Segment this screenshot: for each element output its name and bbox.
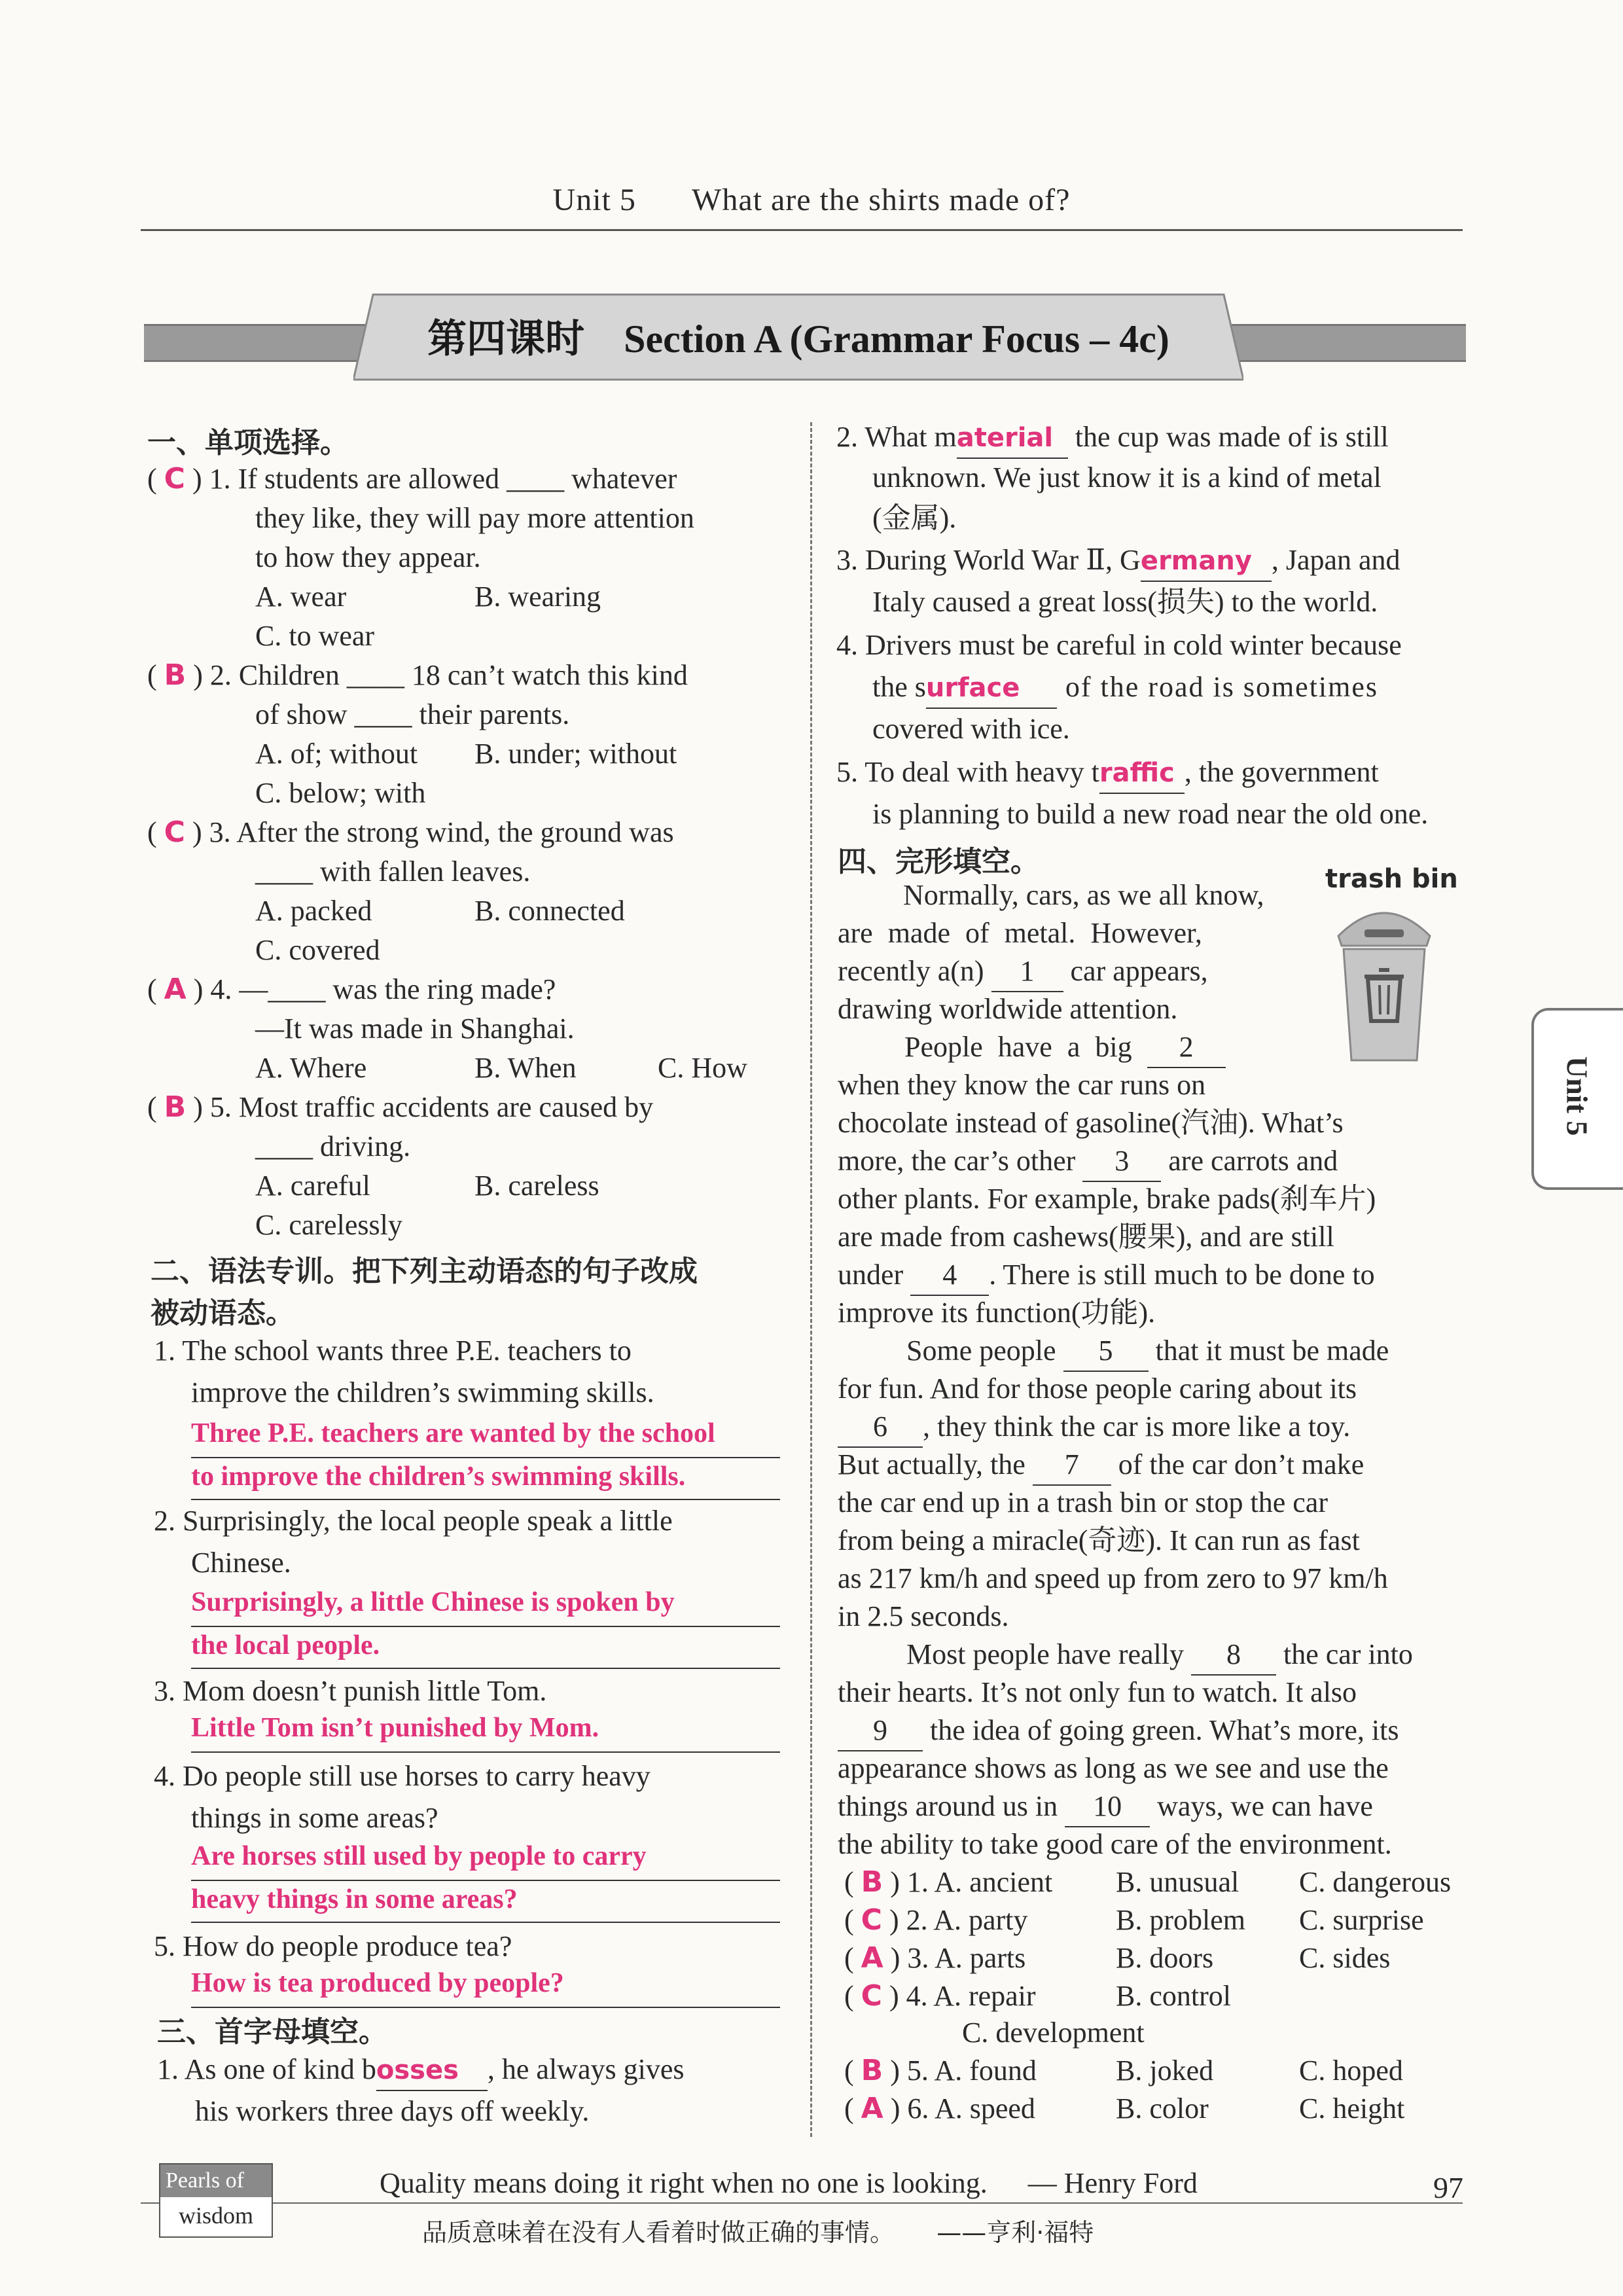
answer-line: to improve the children’s swimming skills.	[191, 1462, 686, 1492]
cloze-blank: 5	[1063, 1331, 1149, 1372]
cloze-answer: C	[861, 1903, 882, 1937]
answer-rule	[191, 1751, 780, 1753]
passage-text: recently a(n)	[838, 955, 984, 987]
answer-rule	[191, 1668, 780, 1669]
passage-line: as 217 km/h and speed up from zero to 97 km/h	[838, 1562, 1388, 1594]
option: B. color	[1116, 2092, 1209, 2125]
item-num: 4.	[154, 1760, 175, 1792]
mc-text: Children ____ 18 can’t watch this kind	[238, 659, 688, 691]
passage-text: that it must be made	[1155, 1335, 1389, 1367]
cloze-blank: 8	[1191, 1635, 1276, 1676]
item-num: 4.	[836, 629, 858, 661]
cloze-blank: 10	[1065, 1787, 1150, 1827]
fill-answer: ermany	[1141, 541, 1272, 582]
section-title: Section A (Grammar Focus – 4c)	[624, 317, 1169, 361]
answer-line: Are horses still used by people to carry	[191, 1841, 647, 1871]
mc-question-3: ( C ) 3. After the strong wind, the ground was	[147, 816, 674, 849]
item-text-line	[872, 668, 1378, 709]
passage-line: are made from cashews(腰果), and are still	[838, 1221, 1334, 1253]
passage-text: are carrots and	[1168, 1145, 1338, 1177]
row-num: 1.	[906, 1866, 929, 1898]
fill-answer: raffic	[1099, 753, 1185, 794]
mc-option: B. careless	[474, 1170, 599, 1202]
part2-heading: 二、语法专训。把下列主动语态的句子改成	[151, 1255, 698, 1288]
option: A. party	[933, 1904, 1028, 1936]
mc-num: 3.	[209, 816, 231, 848]
answer-line: heavy things in some areas?	[191, 1884, 518, 1914]
item-num: 5.	[836, 756, 858, 788]
passage-line: are made of metal. However,	[838, 917, 1202, 949]
p3-item-5	[836, 753, 1379, 794]
item-text: (金属).	[872, 502, 957, 534]
cloze-blank: 6	[838, 1407, 923, 1448]
page-header	[0, 182, 1623, 218]
cloze-answer-row: ( B ) 5. A. found	[844, 2054, 1037, 2087]
quote-en	[380, 2166, 1198, 2200]
mc-option: A. packed	[255, 895, 372, 927]
wisdom-label: wisdom	[178, 2202, 253, 2229]
item-num: 2.	[154, 1505, 175, 1537]
mc-option: C. covered	[255, 934, 380, 966]
page-number: 97	[1433, 2171, 1463, 2204]
answer-line: Surprisingly, a little Chinese is spoken by	[191, 1587, 675, 1617]
row-num: 5.	[906, 2054, 929, 2087]
passage-line: the car end up in a trash bin or stop the car	[838, 1486, 1328, 1518]
passage-text: under	[838, 1259, 904, 1291]
passage-line: when they know the car runs on	[838, 1069, 1206, 1101]
item-text: his workers three days off weekly.	[195, 2095, 590, 2127]
mc-answer-2: B	[164, 658, 187, 692]
passage-line-wrap	[838, 1711, 1399, 1751]
cloze-blank: 3	[1082, 1141, 1161, 1182]
unit-title: What are the shirts made of?	[692, 183, 1071, 217]
cloze-blank: 7	[1033, 1445, 1111, 1486]
cloze-answer-row: ( C ) 2. A. party	[844, 1903, 1028, 1937]
item-text: the cup was made of is still	[1075, 421, 1389, 453]
mc-option: A. wear	[255, 581, 347, 613]
option: B. control	[1116, 1980, 1231, 2012]
p2-item-1	[154, 1331, 632, 1371]
side-tab-text: Unit 5	[1560, 1056, 1594, 1136]
answer-rule	[191, 1457, 780, 1458]
trash-bin-icon	[1319, 897, 1450, 1067]
passage-line-wrap	[904, 1028, 1226, 1068]
mc-num: 5.	[209, 1091, 232, 1123]
row-num: 3.	[907, 1942, 929, 1974]
quote-cn	[422, 2212, 1094, 2248]
option: A. repair	[933, 1980, 1036, 2012]
pearls-box	[159, 2163, 273, 2238]
item-text: Italy caused a great loss(损失) to the world.	[872, 586, 1378, 618]
answer-line: Little Tom isn’t punished by Mom.	[191, 1713, 599, 1743]
item-text: Drivers must be careful in cold winter because	[865, 629, 1402, 661]
passage-text: things around us in	[838, 1790, 1058, 1822]
mc-text: —____ was the ring made?	[239, 973, 556, 1005]
lesson-number: 第四课时	[427, 316, 585, 362]
mc-text: —It was made in Shanghai.	[255, 1013, 575, 1045]
p2-item-5	[154, 1927, 512, 1966]
passage-line-wrap	[838, 1407, 1350, 1448]
item-text: The school wants three P.E. teachers to	[182, 1335, 632, 1367]
quote-author: — Henry Ford	[1027, 2167, 1198, 2199]
item-num: 1.	[154, 1335, 175, 1367]
unit-label: Unit 5	[552, 183, 636, 217]
fill-answer: osses	[376, 2051, 488, 2091]
item-text: improve the children’s swimming skills.	[191, 1376, 654, 1408]
banner-bar-left	[144, 324, 366, 362]
trash-bin-label: trash bin	[1325, 864, 1458, 894]
mc-option: C. below; with	[255, 777, 426, 809]
option: C. sides	[1299, 1942, 1391, 1974]
item-text: Chinese.	[191, 1547, 291, 1579]
item-text: the s	[872, 671, 926, 703]
quote-text: Quality means doing it right when no one is looking.	[380, 2167, 988, 2199]
cloze-answer: C	[861, 1979, 882, 2013]
footer-rule	[141, 2202, 1463, 2204]
mc-option: A. careful	[255, 1170, 370, 1202]
mc-question-2: ( B ) 2. Children ____ 18 can’t watch this kind	[147, 658, 688, 692]
row-num: 4.	[906, 1980, 928, 2012]
cloze-answer-row: ( A ) 3. A. parts	[844, 1941, 1026, 1975]
passage-text: ways, we can have	[1157, 1790, 1373, 1822]
mc-option: B. When	[474, 1052, 577, 1084]
lesson-title	[353, 308, 1243, 364]
mc-option: A. of; without	[255, 738, 418, 770]
answer-rule	[191, 1922, 780, 1923]
passage-line: drawing worldwide attention.	[838, 993, 1178, 1025]
fill-answer: aterial	[957, 418, 1068, 459]
mc-option: C. How	[658, 1052, 747, 1084]
mc-question-5: ( B ) 5. Most traffic accidents are caused by	[147, 1090, 654, 1124]
option: B. joked	[1116, 2054, 1214, 2087]
quote-cn-text: 品质意味着在没有人看着时做正确的事情。	[422, 2218, 895, 2247]
p3-item-3	[836, 541, 1400, 582]
passage-text: more, the car’s other	[838, 1145, 1076, 1177]
quote-cn-author: ——亨利·福特	[936, 2218, 1094, 2247]
item-text: of the road is sometimes	[1056, 671, 1379, 703]
part4-heading: 四、完形填空。	[838, 845, 1039, 878]
mc-question-4: ( A ) 4. —____ was the ring made?	[147, 973, 556, 1006]
mc-answer-1: C	[164, 462, 185, 495]
option: B. problem	[1116, 1904, 1245, 1936]
option: B. doors	[1116, 1942, 1214, 1974]
option: C. hoped	[1299, 2054, 1403, 2087]
part1-heading: 一、单项选择。	[147, 426, 349, 459]
option: C. height	[1299, 2092, 1405, 2125]
item-num: 2.	[836, 421, 858, 453]
item-text: During World War Ⅱ, G	[865, 544, 1141, 576]
passage-line: their hearts. It’s not only fun to watch. It also	[838, 1676, 1357, 1708]
mc-text: they like, they will pay more attention	[255, 502, 694, 534]
option: C. development	[962, 2017, 1145, 2049]
unit-side-tab-label	[1531, 1008, 1623, 1185]
passage-line: in 2.5 seconds.	[838, 1600, 1009, 1632]
header-rule	[141, 229, 1463, 231]
option: A. speed	[934, 2092, 1035, 2125]
cloze-answer-row: ( C ) 4. A. repair	[844, 1979, 1036, 2013]
p3-item-2	[836, 418, 1389, 459]
passage-line: improve its function(功能).	[838, 1297, 1156, 1329]
passage-line-wrap	[906, 1331, 1389, 1372]
row-num: 6.	[907, 2092, 929, 2125]
passage-text: Most people have really	[906, 1638, 1184, 1670]
item-text: , the government	[1184, 756, 1379, 788]
p3-item-4	[836, 626, 1402, 665]
mc-option: A. Where	[255, 1052, 367, 1084]
mc-text: If students are allowed ____ whatever	[238, 463, 677, 495]
mc-option: B. wearing	[474, 581, 601, 613]
passage-line: Normally, cars, as we all know,	[903, 879, 1264, 911]
item-text: , he always gives	[487, 2053, 685, 2085]
mc-num: 2.	[209, 659, 232, 691]
passage-line: appearance shows as long as we see and use the	[838, 1752, 1389, 1784]
cloze-answer: B	[861, 2054, 883, 2087]
mc-text: ____ driving.	[255, 1130, 411, 1162]
cloze-blank: 4	[910, 1255, 989, 1296]
passage-line: other plants. For example, brake pads(刹车片)	[838, 1183, 1376, 1215]
passage-text: But actually, the	[838, 1448, 1026, 1480]
mc-text: of show ____ their parents.	[255, 698, 570, 730]
p2-item-3	[154, 1672, 546, 1711]
item-text: Mom doesn’t punish little Tom.	[183, 1675, 547, 1707]
item-num: 3.	[154, 1675, 175, 1707]
item-text: What m	[865, 421, 957, 453]
passage-line-wrap	[838, 1445, 1364, 1486]
item-text: things in some areas?	[191, 1802, 438, 1834]
passage-line-wrap	[906, 1635, 1413, 1676]
cloze-blank: 9	[838, 1711, 923, 1751]
mc-option: C. to wear	[255, 620, 375, 652]
passage-line-wrap	[838, 952, 1208, 992]
passage-line-wrap	[838, 1141, 1338, 1182]
passage-text: car appears,	[1070, 955, 1208, 987]
passage-text: the car into	[1283, 1638, 1413, 1670]
mc-num: 1.	[209, 463, 231, 495]
passage-line: for fun. And for those people caring about its	[838, 1372, 1357, 1405]
item-text: To deal with heavy t	[865, 756, 1099, 788]
item-text: unknown. We just know it is a kind of metal	[872, 461, 1382, 493]
cloze-answer-row: ( A ) 6. A. speed	[844, 2092, 1035, 2125]
mc-answer-4: A	[164, 973, 187, 1006]
cloze-answer: B	[861, 1865, 883, 1899]
mc-text: Most traffic accidents are caused by	[238, 1091, 654, 1123]
fill-answer: urface	[926, 668, 1057, 709]
cloze-answer: A	[861, 1941, 883, 1975]
item-text: , Japan and	[1271, 544, 1400, 576]
answer-rule	[191, 1499, 780, 1500]
item-text: As one of kind b	[184, 2053, 376, 2085]
passage-text: People have a big	[904, 1031, 1132, 1063]
passage-line: from being a miracle(奇迹). It can run as fast	[838, 1524, 1360, 1556]
passage-text: . There is still much to be done to	[989, 1259, 1375, 1291]
item-text: Surprisingly, the local people speak a little	[183, 1505, 673, 1537]
answer-rule	[191, 1626, 780, 1627]
column-divider	[810, 422, 812, 2137]
mc-text: to how they appear.	[255, 541, 481, 573]
mc-answer-5: B	[164, 1090, 187, 1124]
item-num: 5.	[154, 1930, 175, 1962]
mc-answer-3: C	[164, 816, 185, 849]
item-num: 1.	[157, 2053, 179, 2085]
item-text: covered with ice.	[872, 713, 1070, 745]
passage-text: of the car don’t make	[1118, 1448, 1364, 1480]
answer-line: How is tea produced by people?	[191, 1968, 564, 1998]
passage-line: chocolate instead of gasoline(汽油). What’s	[838, 1107, 1344, 1139]
cloze-blank: 1	[991, 952, 1063, 992]
mc-text: After the strong wind, the ground was	[236, 816, 674, 848]
pearls-label: Pearls of	[160, 2164, 272, 2197]
option: B. unusual	[1116, 1866, 1240, 1898]
p2-item-4	[154, 1757, 651, 1796]
mc-text: ____ with fallen leaves.	[255, 855, 531, 888]
mc-option: B. connected	[474, 895, 625, 927]
passage-text: the idea of going green. What’s more, its	[930, 1714, 1399, 1746]
passage-line-wrap	[838, 1255, 1375, 1296]
mc-question-1: ( C ) 1. If students are allowed ____ whatever	[147, 462, 677, 495]
mc-num: 4.	[210, 973, 232, 1005]
passage-text: Some people	[906, 1335, 1056, 1367]
item-text: is planning to build a new road near the old one.	[872, 798, 1429, 830]
answer-line: Three P.E. teachers are wanted by the school	[191, 1418, 715, 1448]
item-text: How do people produce tea?	[183, 1930, 512, 1962]
p3-item-1	[157, 2050, 684, 2091]
option: C. surprise	[1299, 1904, 1424, 1936]
answer-rule	[191, 1880, 780, 1881]
option: A. found	[934, 2054, 1037, 2087]
passage-line: the ability to take good care of the environment.	[838, 1828, 1392, 1860]
mc-option: B. under; without	[474, 738, 677, 770]
banner-bar-right	[1230, 324, 1466, 362]
row-num: 2.	[906, 1904, 928, 1936]
cloze-blank: 2	[1147, 1028, 1226, 1068]
item-text: Do people still use horses to carry heavy	[183, 1760, 651, 1792]
part2-heading-cont: 被动语态。	[151, 1297, 294, 1330]
option: A. ancient	[934, 1866, 1053, 1898]
option: A. parts	[934, 1942, 1026, 1974]
p2-item-2	[154, 1501, 673, 1541]
passage-line-wrap	[838, 1787, 1373, 1827]
answer-line: the local people.	[191, 1630, 380, 1660]
cloze-answer: A	[861, 2092, 883, 2125]
mc-option: C. carelessly	[255, 1209, 402, 1241]
passage-text: , they think the car is more like a toy.	[923, 1410, 1351, 1443]
item-num: 3.	[836, 544, 858, 576]
cloze-answer-row: ( B ) 1. A. ancient	[844, 1865, 1053, 1899]
part3-heading: 三、首字母填空。	[157, 2015, 387, 2049]
option: C. dangerous	[1299, 1866, 1452, 1898]
